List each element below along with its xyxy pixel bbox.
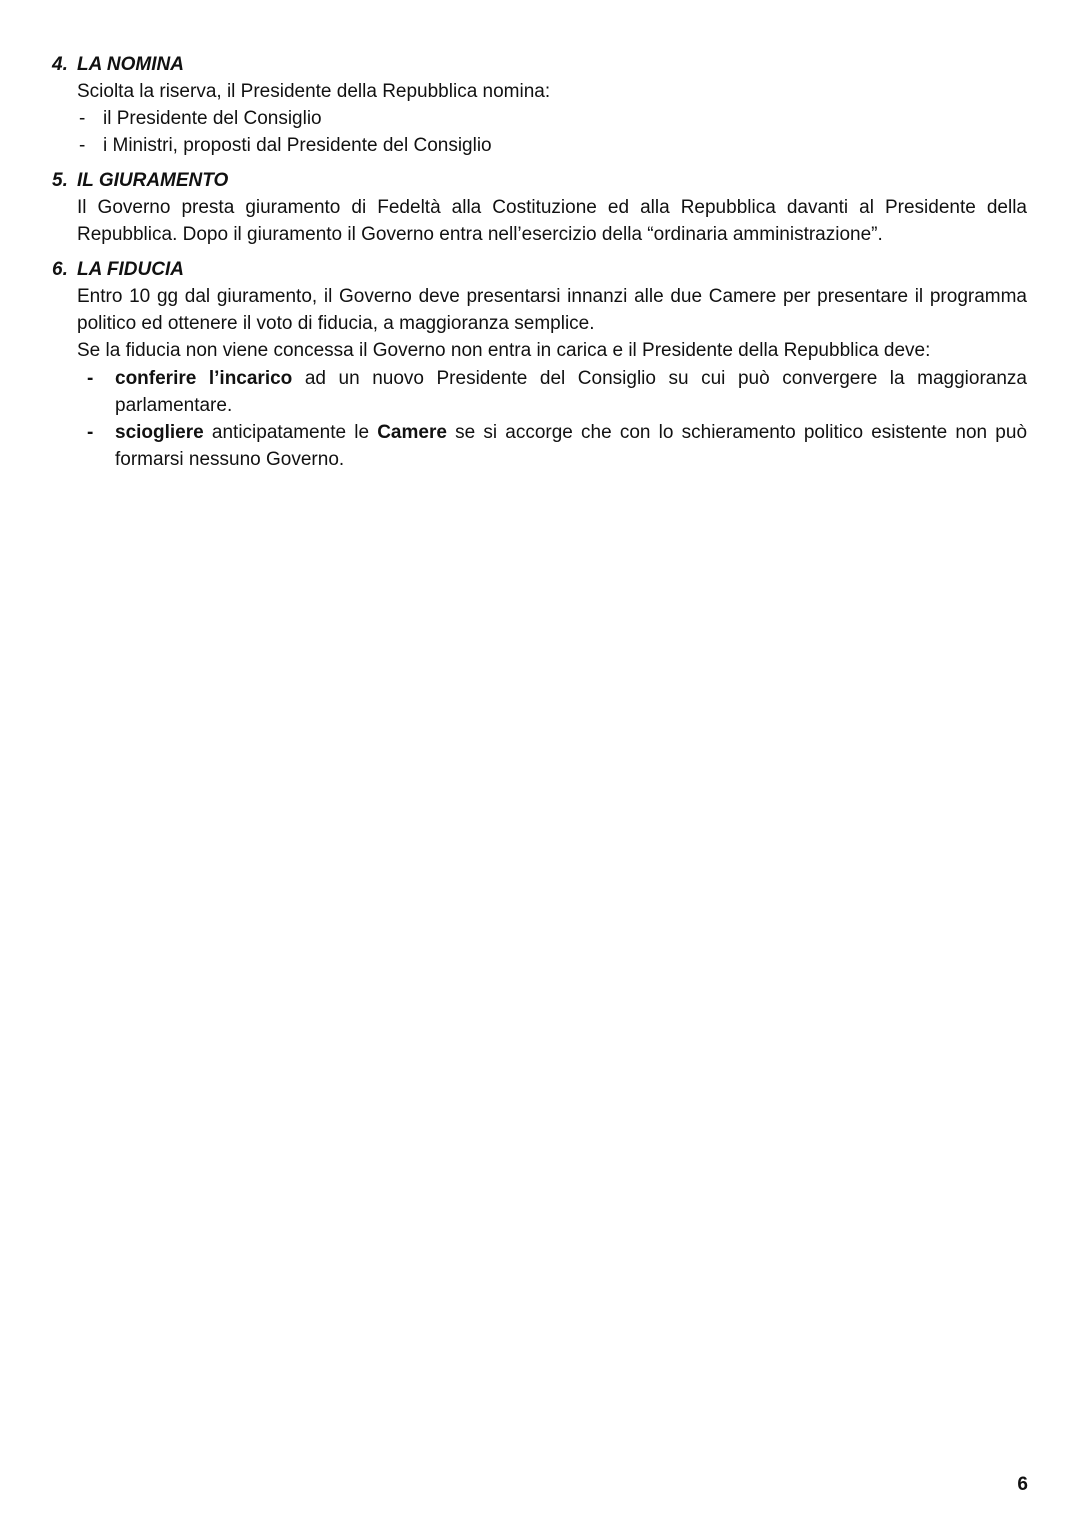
list-item-bold: sciogliere: [115, 422, 204, 444]
section-number: 5.: [52, 170, 68, 191]
bullet-dash: -: [87, 367, 94, 389]
section-heading: [52, 256, 1032, 283]
section-la-nomina: [52, 51, 1032, 160]
list-item: [77, 105, 1027, 132]
section-number: 4.: [52, 54, 68, 75]
section-paragraph: Il Governo presta giuramento di Fedeltà alla Costituzione ed alla Repubblica davanti al Presidente della Repubblica. Dopo il giuramento il Governo entra nell’esercizio della “ordinaria amministrazione”.: [77, 197, 1027, 246]
section-number: 6.: [52, 259, 68, 280]
bullet-dash: -: [87, 422, 94, 444]
section-la-fiducia: [52, 256, 1032, 473]
bullet-dash: -: [79, 108, 86, 130]
list-item-text: anticipatamente le: [203, 422, 378, 444]
bullet-list: [77, 365, 1027, 474]
section-intro: Sciolta la riserva, il Presidente della Repubblica nomina:: [77, 81, 551, 102]
list-item: [77, 365, 1027, 419]
list-item-text: ad un nuovo Presidente del Consiglio su cui può convergere la maggioranza parlamentare.: [115, 367, 1027, 416]
section-paragraph-2: Se la fiducia non viene concessa il Governo non entra in carica e il Presidente della Repubblica deve:: [77, 340, 931, 362]
section-body: [77, 283, 1027, 473]
section-title: LA NOMINA: [77, 54, 184, 75]
section-title: IL GIURAMENTO: [77, 170, 229, 191]
section-heading: [52, 51, 1032, 78]
section-body: [77, 78, 1027, 160]
section-paragraph: Entro 10 gg dal giuramento, il Governo deve presentarsi innanzi alle due Camere per presentare il programma politico ed ottenere il voto di fiducia, a maggioranza semplice.: [77, 286, 1027, 335]
list-item-bold: conferire l’incarico: [115, 367, 293, 389]
section-title: LA FIDUCIA: [77, 259, 184, 280]
list-item-bold-2: Camere: [377, 422, 447, 444]
section-body: [77, 194, 1027, 248]
list-item: [77, 419, 1027, 473]
list-item-text: il Presidente del Consiglio: [103, 108, 322, 130]
page-number: 6: [1017, 1474, 1028, 1495]
section-il-giuramento: [52, 167, 1032, 248]
section-heading: [52, 167, 1032, 194]
bullet-dash: -: [79, 135, 86, 157]
bullet-list: [77, 105, 1027, 159]
list-item-text-2: se si accorge che con lo schieramento politico esistente non può formarsi nessuno Governo.: [115, 422, 1028, 471]
list-item-text: i Ministri, proposti dal Presidente del Consiglio: [103, 135, 492, 157]
list-item: [77, 132, 1027, 159]
